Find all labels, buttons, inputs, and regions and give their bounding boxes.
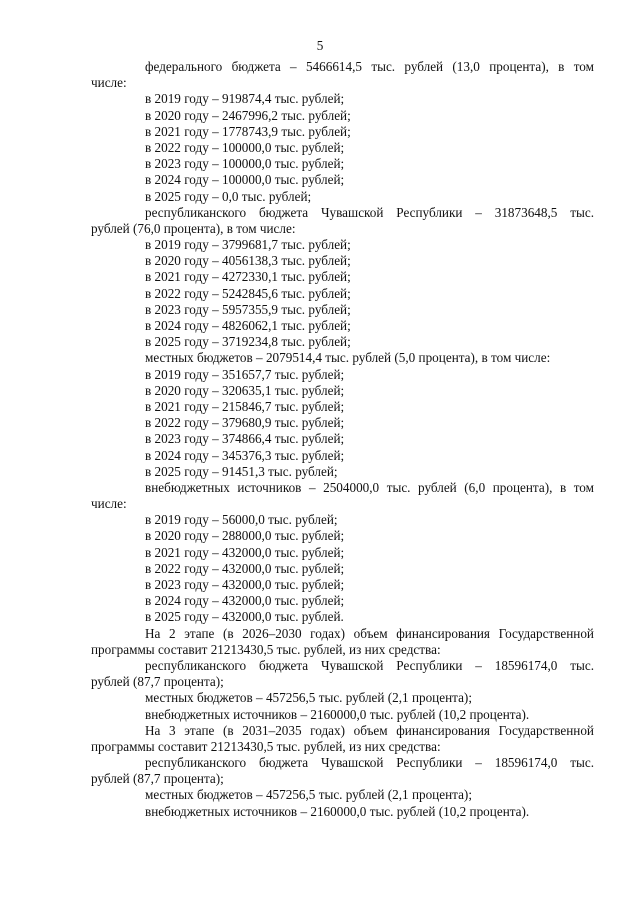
- text-line: в 2019 году – 351657,7 тыс. рублей;: [145, 366, 345, 382]
- text-line: в 2024 году – 100000,0 тыс. рублей;: [145, 172, 345, 188]
- text-line: в 2021 году – 432000,0 тыс. рублей;: [145, 544, 345, 560]
- text-line: числе:: [91, 75, 127, 91]
- text-line: программы составит 21213430,5 тыс. рублей, из них средства:: [91, 738, 441, 754]
- text-line: в 2019 году – 3799681,7 тыс. рублей;: [145, 237, 351, 253]
- text-line: рублей (87,7 процента);: [91, 771, 224, 787]
- text-line: На 3 этапе (в 2031–2035 годах) объем финансирования Государственной: [145, 722, 594, 738]
- text-line: программы составит 21213430,5 тыс. рублей, из них средства:: [91, 641, 441, 657]
- text-line: в 2020 году – 320635,1 тыс. рублей;: [145, 382, 345, 398]
- text-line: в 2020 году – 4056138,3 тыс. рублей;: [145, 253, 351, 269]
- text-line: внебюджетных источников – 2160000,0 тыс. рублей (10,2 процента).: [145, 803, 530, 819]
- page-number: 5: [316, 38, 324, 53]
- text-line: в 2025 году – 432000,0 тыс. рублей.: [145, 609, 344, 625]
- text-line: На 2 этапе (в 2026–2030 годах) объем финансирования Государственной: [145, 625, 594, 641]
- text-line: в 2021 году – 215846,7 тыс. рублей;: [145, 398, 345, 414]
- text-line: в 2021 году – 4272330,1 тыс. рублей;: [145, 269, 351, 285]
- text-line: в 2022 году – 100000,0 тыс. рублей;: [145, 139, 345, 155]
- text-line: числе:: [91, 496, 127, 512]
- text-line: в 2025 году – 91451,3 тыс. рублей;: [145, 463, 338, 479]
- text-line: в 2024 году – 432000,0 тыс. рублей;: [145, 593, 345, 609]
- text-line: республиканского бюджета Чувашской Республики – 18596174,0 тыс.: [145, 755, 594, 771]
- text-line: рублей (87,7 процента);: [91, 674, 224, 690]
- text-line: в 2021 году – 1778743,9 тыс. рублей;: [145, 123, 351, 139]
- text-line: внебюджетных источников – 2504000,0 тыс. рублей (6,0 процента), в том: [145, 479, 594, 495]
- text-line: местных бюджетов – 2079514,4 тыс. рублей (5,0 процента), в том числе:: [145, 350, 551, 366]
- text-line: в 2024 году – 345376,3 тыс. рублей;: [145, 447, 345, 463]
- text-line: рублей (76,0 процента), в том числе:: [91, 220, 296, 236]
- text-line: местных бюджетов – 457256,5 тыс. рублей (2,1 процента);: [145, 690, 472, 706]
- text-line: в 2023 году – 100000,0 тыс. рублей;: [145, 156, 345, 172]
- text-line: республиканского бюджета Чувашской Республики – 18596174,0 тыс.: [145, 657, 594, 673]
- text-line: в 2023 году – 5957355,9 тыс. рублей;: [145, 301, 351, 317]
- text-line: в 2019 году – 919874,4 тыс. рублей;: [145, 91, 345, 107]
- text-line: в 2022 году – 432000,0 тыс. рублей;: [145, 560, 345, 576]
- text-line: республиканского бюджета Чувашской Республики – 31873648,5 тыс.: [145, 204, 594, 220]
- text-line: в 2019 году – 56000,0 тыс. рублей;: [145, 512, 338, 528]
- text-line: в 2025 году – 3719234,8 тыс. рублей;: [145, 334, 351, 350]
- text-line: федерального бюджета – 5466614,5 тыс. рублей (13,0 процента), в том: [145, 59, 594, 74]
- text-line: в 2025 году – 0,0 тыс. рублей;: [145, 188, 312, 204]
- text-line: внебюджетных источников – 2160000,0 тыс. рублей (10,2 процента).: [145, 706, 530, 722]
- text-line: в 2020 году – 288000,0 тыс. рублей;: [145, 528, 345, 544]
- text-line: местных бюджетов – 457256,5 тыс. рублей (2,1 процента);: [145, 787, 472, 803]
- text-line: в 2022 году – 379680,9 тыс. рублей;: [145, 415, 345, 431]
- text-line: в 2023 году – 432000,0 тыс. рублей;: [145, 577, 345, 592]
- document-body: [91, 59, 594, 820]
- text-line: в 2022 году – 5242845,6 тыс. рублей;: [145, 285, 351, 301]
- text-line: в 2024 году – 4826062,1 тыс. рублей;: [145, 318, 351, 333]
- text-line: в 2023 году – 374866,4 тыс. рублей;: [145, 431, 345, 447]
- text-line: в 2020 году – 2467996,2 тыс. рублей;: [145, 107, 351, 123]
